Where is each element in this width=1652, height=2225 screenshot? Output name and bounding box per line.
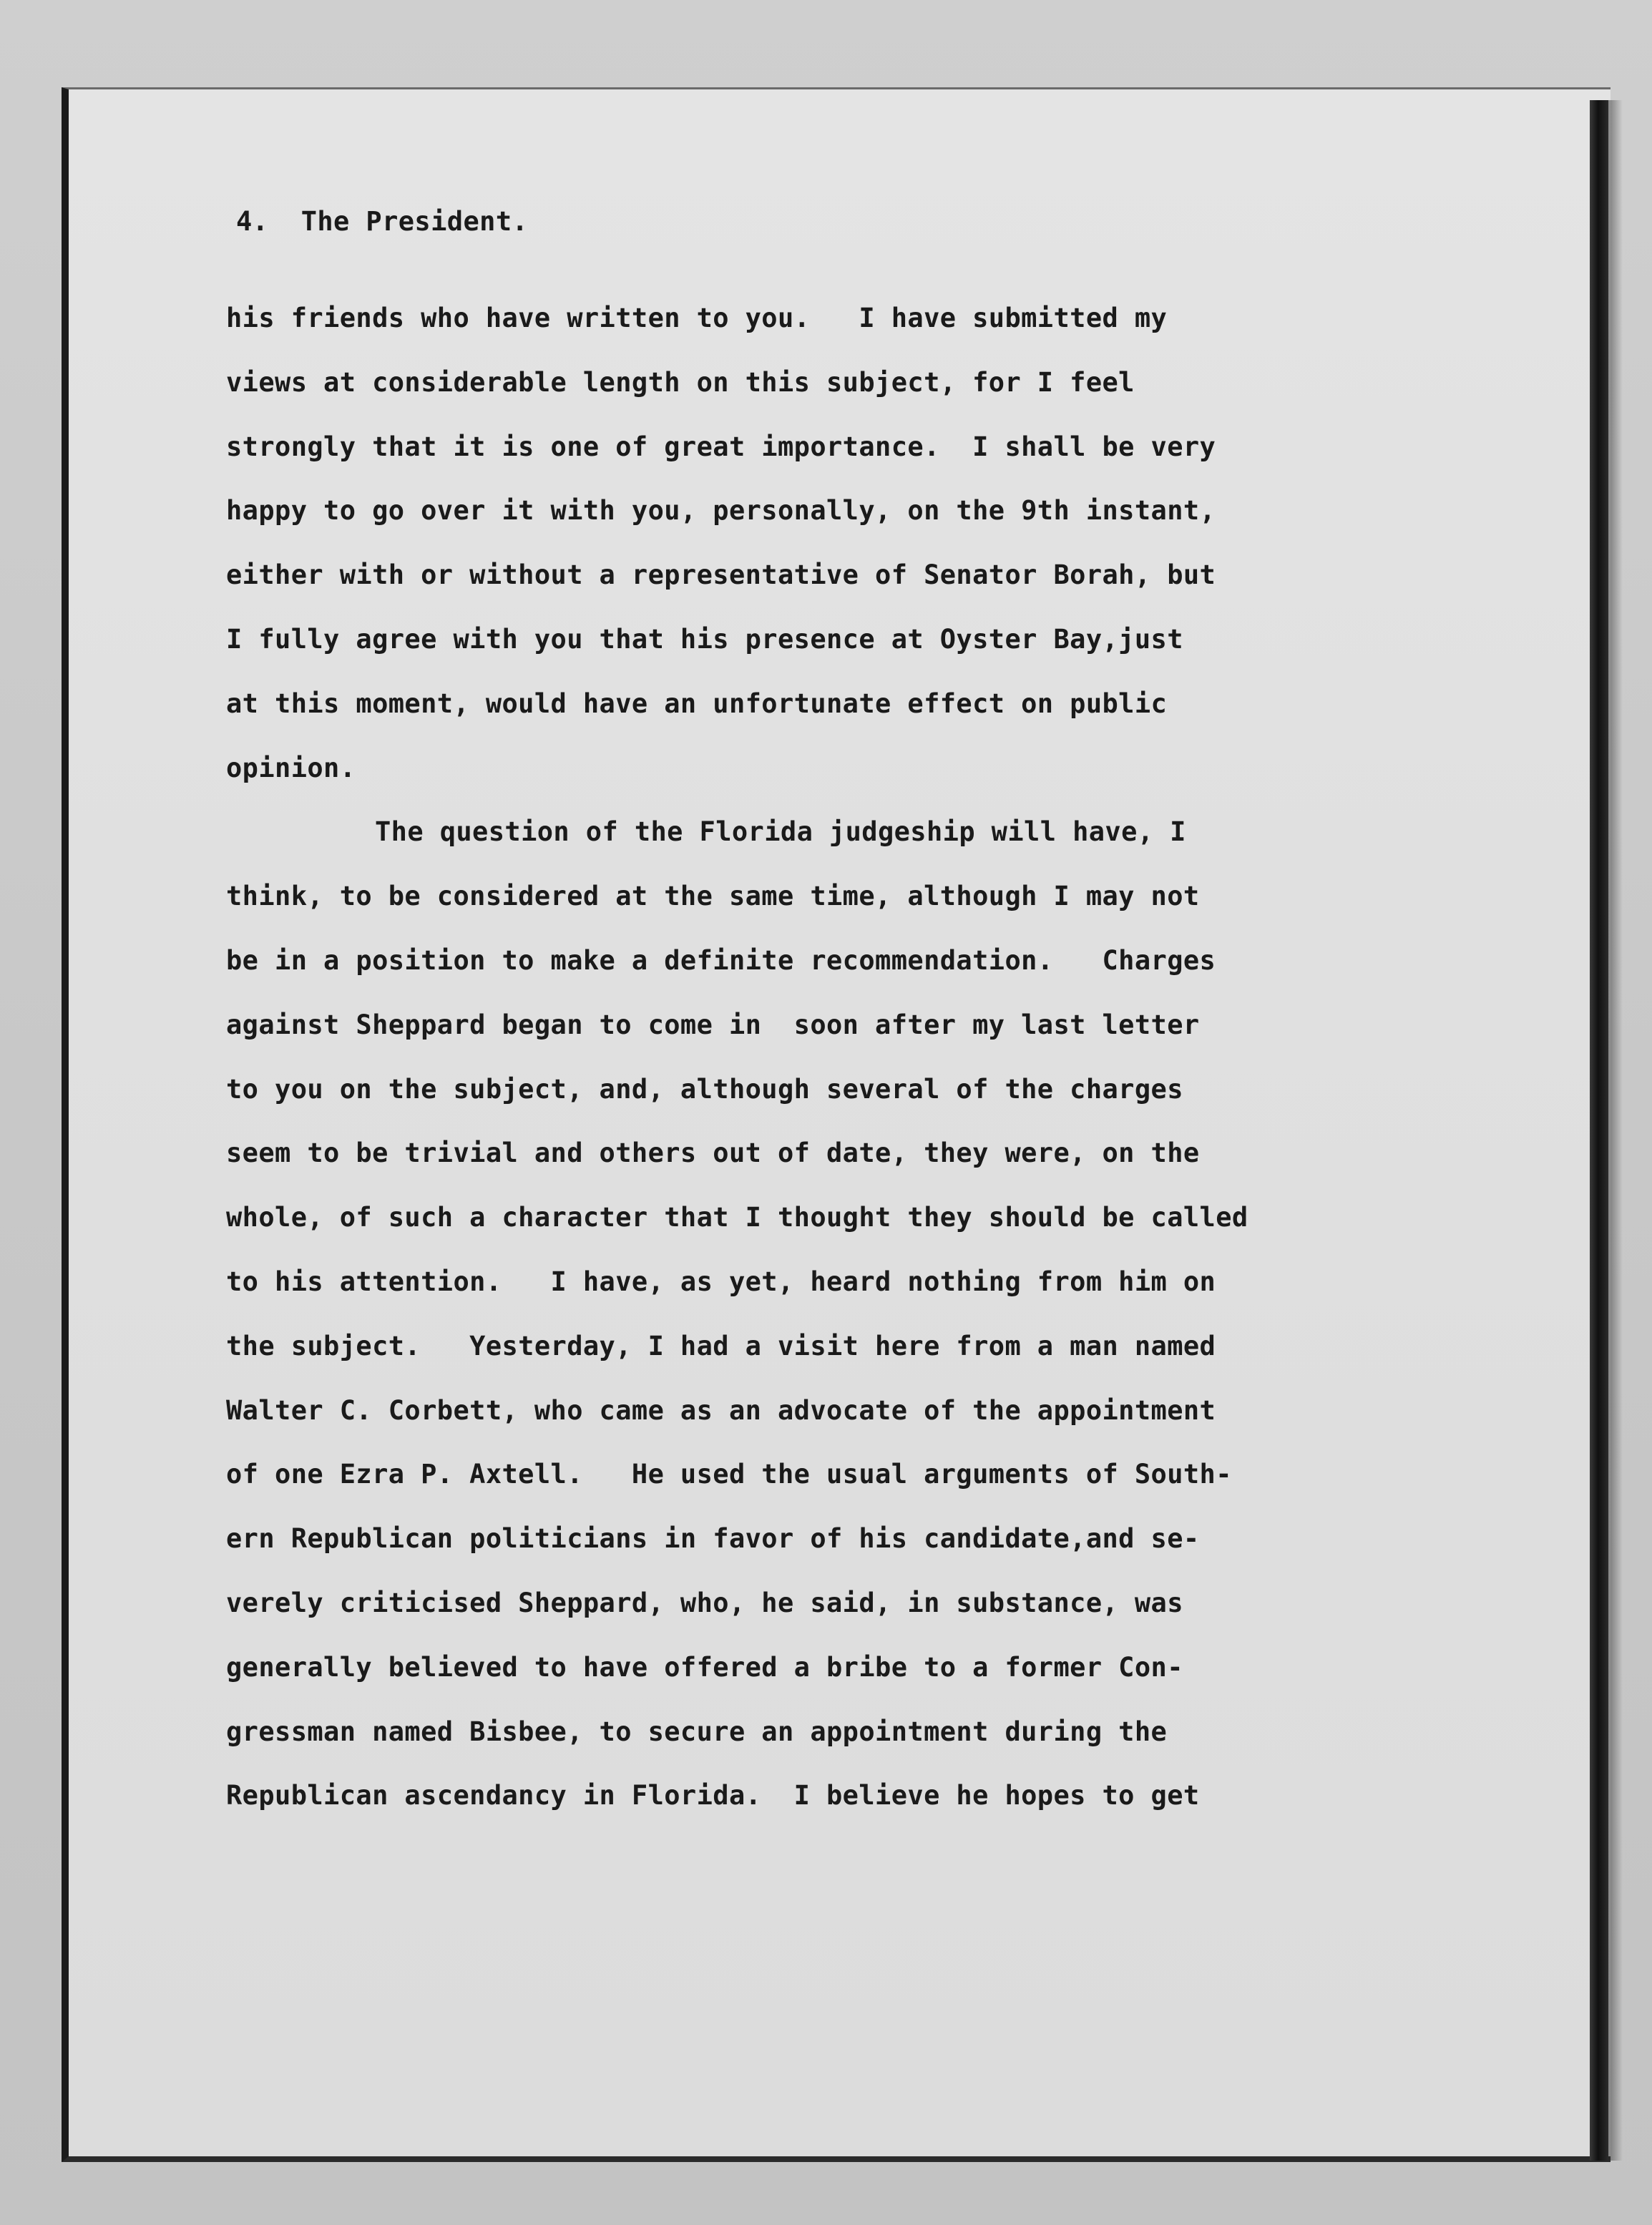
text-line: strongly that it is one of great importance. I shall be very: [226, 431, 1216, 462]
text-line: verely criticised Sheppard, who, he said, in substance, was: [226, 1587, 1183, 1618]
text-line: gressman named Bisbee, to secure an appointment during the: [226, 1716, 1168, 1747]
text-line: views at considerable length on this subject, for I feel: [226, 366, 1135, 398]
text-line: I fully agree with you that his presence at Oyster Bay,just: [226, 623, 1183, 655]
page-right-edge: [1590, 100, 1608, 2161]
text-line: ern Republican politicians in favor of his candidate,and se-: [226, 1523, 1200, 1555]
text-line: to you on the subject, and, although several of the charges: [226, 1073, 1183, 1105]
page-edge-shadow: [1608, 100, 1623, 2161]
text-line: of one Ezra P. Axtell. He used the usual arguments of South-: [226, 1459, 1232, 1490]
letter-body: [226, 179, 1457, 1828]
text-line: to his attention. I have, as yet, heard nothing from him on: [226, 1266, 1216, 1297]
text-line: either with or without a representative of Senator Borah, but: [226, 559, 1216, 591]
page-heading: 4. The President.: [236, 206, 529, 237]
text-line: think, to be considered at the same time, although I may not: [226, 881, 1200, 912]
text-line: Walter C. Corbett, who came as an advocate of the appointment: [226, 1394, 1216, 1426]
text-line: happy to go over it with you, personally, on the 9th instant,: [226, 495, 1216, 527]
text-line: against Sheppard began to come in soon after my last letter: [226, 1009, 1200, 1040]
text-line: be in a position to make a definite recommendation. Charges: [226, 944, 1216, 976]
paragraph-start-line: The question of the Florida judgeship will have, I: [375, 816, 1186, 848]
text-line: the subject. Yesterday, I had a visit here from a man named: [226, 1330, 1216, 1361]
text-line: his friends who have written to you. I have submitted my: [226, 303, 1168, 333]
text-line: seem to be trivial and others out of date, they were, on the: [226, 1138, 1200, 1169]
text-line: Republican ascendancy in Florida. I believe he hopes to get: [226, 1780, 1200, 1811]
text-line: opinion.: [226, 752, 356, 783]
text-line: at this moment, would have an unfortunate effect on public: [226, 688, 1168, 719]
text-line: generally believed to have offered a bribe to a former Con-: [226, 1651, 1183, 1683]
text-line: whole, of such a character that I thought they should be called: [226, 1202, 1248, 1233]
